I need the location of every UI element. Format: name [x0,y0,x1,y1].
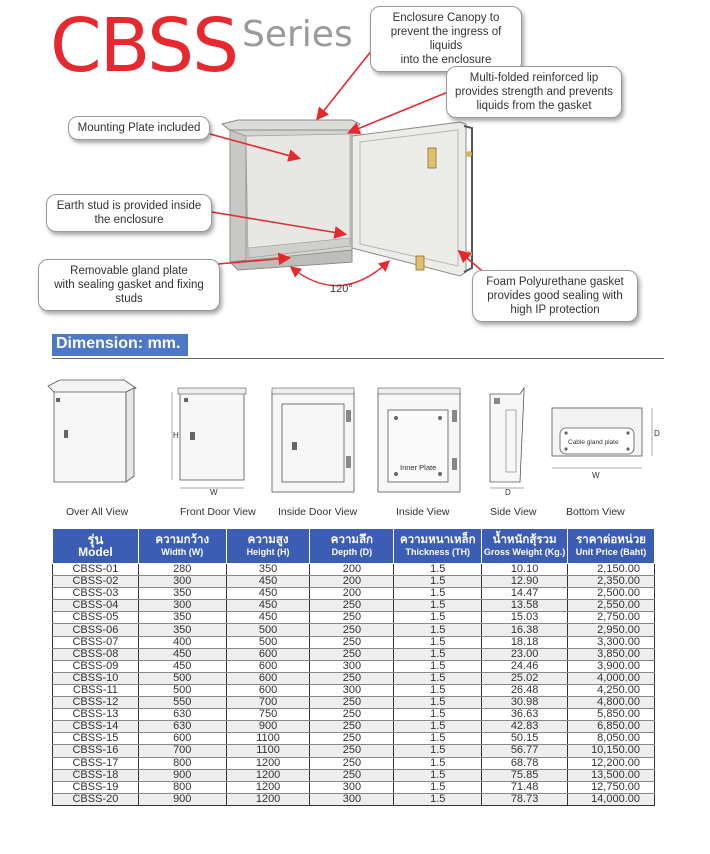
table-row [53,624,655,636]
cell-unit-price: 4,250.00 [568,684,655,696]
cell-thickness: 1.5 [394,745,482,757]
door-hinge-top [428,148,436,168]
technical-views [0,370,710,506]
cell-gross-weight: 12.90 [482,576,568,588]
cell-width: 450 [138,648,226,660]
cell-depth: 250 [310,733,394,745]
callout-lip: Multi-folded reinforced lip provides strength and prevents liquids from the gasket [446,66,622,118]
cell-thickness: 1.5 [394,793,482,805]
cell-height: 1200 [226,757,310,769]
cell-gross-weight: 42.83 [482,721,568,733]
cell-depth: 250 [310,745,394,757]
cell-gross-weight: 78.73 [482,793,568,805]
cell-depth: 250 [310,600,394,612]
cell-model: CBSS-10 [53,672,139,684]
cell-width: 900 [138,769,226,781]
cell-width: 630 [138,709,226,721]
cell-unit-price: 6,850.00 [568,721,655,733]
cell-model: CBSS-02 [53,576,139,588]
cell-height: 500 [226,636,310,648]
cell-width: 800 [138,781,226,793]
callout-foam-gasket: Foam Polyurethane gasket provides good sealing with high IP protection [472,270,638,322]
cell-height: 900 [226,721,310,733]
cell-thickness: 1.5 [394,684,482,696]
table-row [53,793,655,805]
cell-gross-weight: 68.78 [482,757,568,769]
svg-text:H: H [173,431,179,440]
cell-height: 600 [226,672,310,684]
cell-unit-price: 3,300.00 [568,636,655,648]
col-header-depth: ความลึก Depth (D) [310,529,394,564]
cell-depth: 250 [310,636,394,648]
callout-mounting-plate: Mounting Plate included [68,116,210,140]
cell-width: 630 [138,721,226,733]
enclosure-door [352,122,466,276]
cell-model: CBSS-16 [53,745,139,757]
cell-thickness: 1.5 [394,600,482,612]
cell-height: 450 [226,588,310,600]
cell-model: CBSS-07 [53,636,139,648]
cell-gross-weight: 25.02 [482,672,568,684]
cell-height: 750 [226,709,310,721]
cell-gross-weight: 36.63 [482,709,568,721]
view-inside-door-drawing [272,388,354,492]
opening-angle-label: 120° [330,283,353,295]
cell-width: 350 [138,588,226,600]
svg-text:W: W [210,488,218,497]
table-row [53,757,655,769]
view-label-inside-door: Inside Door View [278,506,358,518]
cell-thickness: 1.5 [394,781,482,793]
cell-height: 1200 [226,793,310,805]
door-hinge-bottom [416,256,424,270]
cell-unit-price: 3,850.00 [568,648,655,660]
cell-gross-weight: 15.03 [482,612,568,624]
cell-unit-price: 2,950.00 [568,624,655,636]
cell-gross-weight: 30.98 [482,697,568,709]
cell-unit-price: 2,500.00 [568,588,655,600]
table-row [53,697,655,709]
cell-unit-price: 2,350.00 [568,576,655,588]
cell-width: 280 [138,564,226,576]
cell-width: 550 [138,697,226,709]
view-front-door-drawing [172,388,246,497]
cell-model: CBSS-18 [53,769,139,781]
cell-width: 400 [138,636,226,648]
spec-table [52,528,655,806]
cell-width: 350 [138,612,226,624]
view-label-inside: Inside View [396,506,450,518]
cell-height: 600 [226,684,310,696]
cell-thickness: 1.5 [394,733,482,745]
cell-height: 450 [226,612,310,624]
cell-depth: 200 [310,576,394,588]
cell-width: 800 [138,757,226,769]
view-label-front-door: Front Door View [180,506,256,518]
table-row [53,769,655,781]
cell-thickness: 1.5 [394,588,482,600]
cell-thickness: 1.5 [394,612,482,624]
cell-width: 450 [138,660,226,672]
cell-depth: 250 [310,769,394,781]
table-row [53,612,655,624]
view-label-overall: Over All View [66,506,129,518]
svg-text:Inner Plate: Inner Plate [400,463,437,472]
cell-unit-price: 12,200.00 [568,757,655,769]
cell-width: 900 [138,793,226,805]
cell-unit-price: 2,750.00 [568,612,655,624]
col-header-unit-price: ราคาต่อหน่วย Unit Price (Baht) [568,529,655,564]
view-bottom-drawing [552,408,660,480]
cell-height: 450 [226,600,310,612]
svg-text:D: D [654,429,660,438]
cell-height: 1100 [226,733,310,745]
cell-unit-price: 3,900.00 [568,660,655,672]
cell-depth: 250 [310,757,394,769]
view-label-side: Side View [490,506,537,518]
cell-thickness: 1.5 [394,757,482,769]
cell-depth: 250 [310,624,394,636]
cell-height: 600 [226,648,310,660]
table-row [53,636,655,648]
table-row [53,564,655,576]
cell-model: CBSS-20 [53,793,139,805]
cell-model: CBSS-05 [53,612,139,624]
cell-unit-price: 4,000.00 [568,672,655,684]
cell-height: 350 [226,564,310,576]
view-side-drawing [490,388,524,497]
cell-model: CBSS-15 [53,733,139,745]
cell-gross-weight: 14.47 [482,588,568,600]
callout-earth-stud: Earth stud is provided inside the enclosure [46,194,212,232]
cell-thickness: 1.5 [394,672,482,684]
cell-depth: 250 [310,612,394,624]
section-divider [52,358,664,359]
cell-gross-weight: 26.48 [482,684,568,696]
cell-model: CBSS-03 [53,588,139,600]
cell-height: 500 [226,624,310,636]
cell-height: 1200 [226,769,310,781]
col-header-width: ความกว้าง Width (W) [138,529,226,564]
cell-height: 600 [226,660,310,672]
view-label-bottom: Bottom View [566,506,625,518]
cell-gross-weight: 13.58 [482,600,568,612]
cell-depth: 250 [310,709,394,721]
col-header-model: รุ่น Model [53,529,139,564]
table-row [53,721,655,733]
col-header-gross-weight: น้ำหนักสุ้รวม Gross Weight (Kg.) [482,529,568,564]
brand-series: Series [242,14,353,55]
cell-unit-price: 5,850.00 [568,709,655,721]
cell-width: 300 [138,600,226,612]
cell-depth: 300 [310,684,394,696]
cell-thickness: 1.5 [394,564,482,576]
cell-unit-price: 10,150.00 [568,745,655,757]
table-row [53,660,655,672]
cell-thickness: 1.5 [394,648,482,660]
cell-depth: 300 [310,781,394,793]
enclosure-side [230,130,246,262]
cell-thickness: 1.5 [394,721,482,733]
cell-thickness: 1.5 [394,636,482,648]
spec-table-body [53,564,655,806]
col-header-height: ความสูง Height (H) [226,529,310,564]
cell-height: 1100 [226,745,310,757]
view-inside-drawing [378,388,460,492]
brand-title: CBSS [50,3,238,89]
cell-height: 450 [226,576,310,588]
cell-model: CBSS-19 [53,781,139,793]
cell-depth: 200 [310,588,394,600]
cell-unit-price: 8,050.00 [568,733,655,745]
cell-model: CBSS-01 [53,564,139,576]
cell-gross-weight: 56.77 [482,745,568,757]
cell-model: CBSS-04 [53,600,139,612]
cell-gross-weight: 75.85 [482,769,568,781]
cell-thickness: 1.5 [394,576,482,588]
section-title-dimension: Dimension: mm. [52,334,188,356]
svg-text:D: D [505,488,511,497]
cell-height: 700 [226,697,310,709]
cell-width: 600 [138,733,226,745]
cell-model: CBSS-11 [53,684,139,696]
cell-model: CBSS-09 [53,660,139,672]
table-row [53,600,655,612]
cell-model: CBSS-14 [53,721,139,733]
cell-thickness: 1.5 [394,769,482,781]
cell-width: 700 [138,745,226,757]
svg-text:W: W [592,471,600,480]
table-row [53,709,655,721]
table-row [53,781,655,793]
cell-gross-weight: 16.38 [482,624,568,636]
cell-depth: 250 [310,721,394,733]
cell-gross-weight: 50.15 [482,733,568,745]
svg-text:Cable gland plate: Cable gland plate [568,439,619,446]
cell-model: CBSS-08 [53,648,139,660]
cell-width: 500 [138,684,226,696]
col-header-thickness: ความหนาเหล็ก Thickness (TH) [394,529,482,564]
cell-unit-price: 4,800.00 [568,697,655,709]
cell-model: CBSS-17 [53,757,139,769]
table-row [53,684,655,696]
cell-thickness: 1.5 [394,709,482,721]
cell-depth: 300 [310,793,394,805]
table-row [53,576,655,588]
cell-gross-weight: 10.10 [482,564,568,576]
cell-model: CBSS-06 [53,624,139,636]
cell-depth: 200 [310,564,394,576]
cell-gross-weight: 71.48 [482,781,568,793]
cell-depth: 300 [310,660,394,672]
cell-depth: 250 [310,648,394,660]
cell-width: 300 [138,576,226,588]
cell-depth: 250 [310,697,394,709]
callout-canopy: Enclosure Canopy to prevent the ingress of liquids into the enclosure [370,6,522,72]
table-row [53,733,655,745]
cell-thickness: 1.5 [394,660,482,672]
cell-height: 1200 [226,781,310,793]
table-row [53,745,655,757]
cell-unit-price: 2,550.00 [568,600,655,612]
cell-width: 500 [138,672,226,684]
view-overall-drawing [48,380,136,482]
cell-unit-price: 13,500.00 [568,769,655,781]
callout-gland-plate: Removable gland plate with sealing gasket and fixing studs [38,259,220,311]
table-row [53,588,655,600]
cell-unit-price: 12,750.00 [568,781,655,793]
cell-thickness: 1.5 [394,624,482,636]
cell-unit-price: 2,150.00 [568,564,655,576]
cell-gross-weight: 18.18 [482,636,568,648]
table-row [53,648,655,660]
cell-depth: 250 [310,672,394,684]
cell-unit-price: 14,000.00 [568,793,655,805]
cell-gross-weight: 23.00 [482,648,568,660]
cell-thickness: 1.5 [394,697,482,709]
cell-model: CBSS-12 [53,697,139,709]
table-header-row [53,529,655,564]
cell-gross-weight: 24.46 [482,660,568,672]
cell-width: 350 [138,624,226,636]
cell-model: CBSS-13 [53,709,139,721]
table-row [53,672,655,684]
